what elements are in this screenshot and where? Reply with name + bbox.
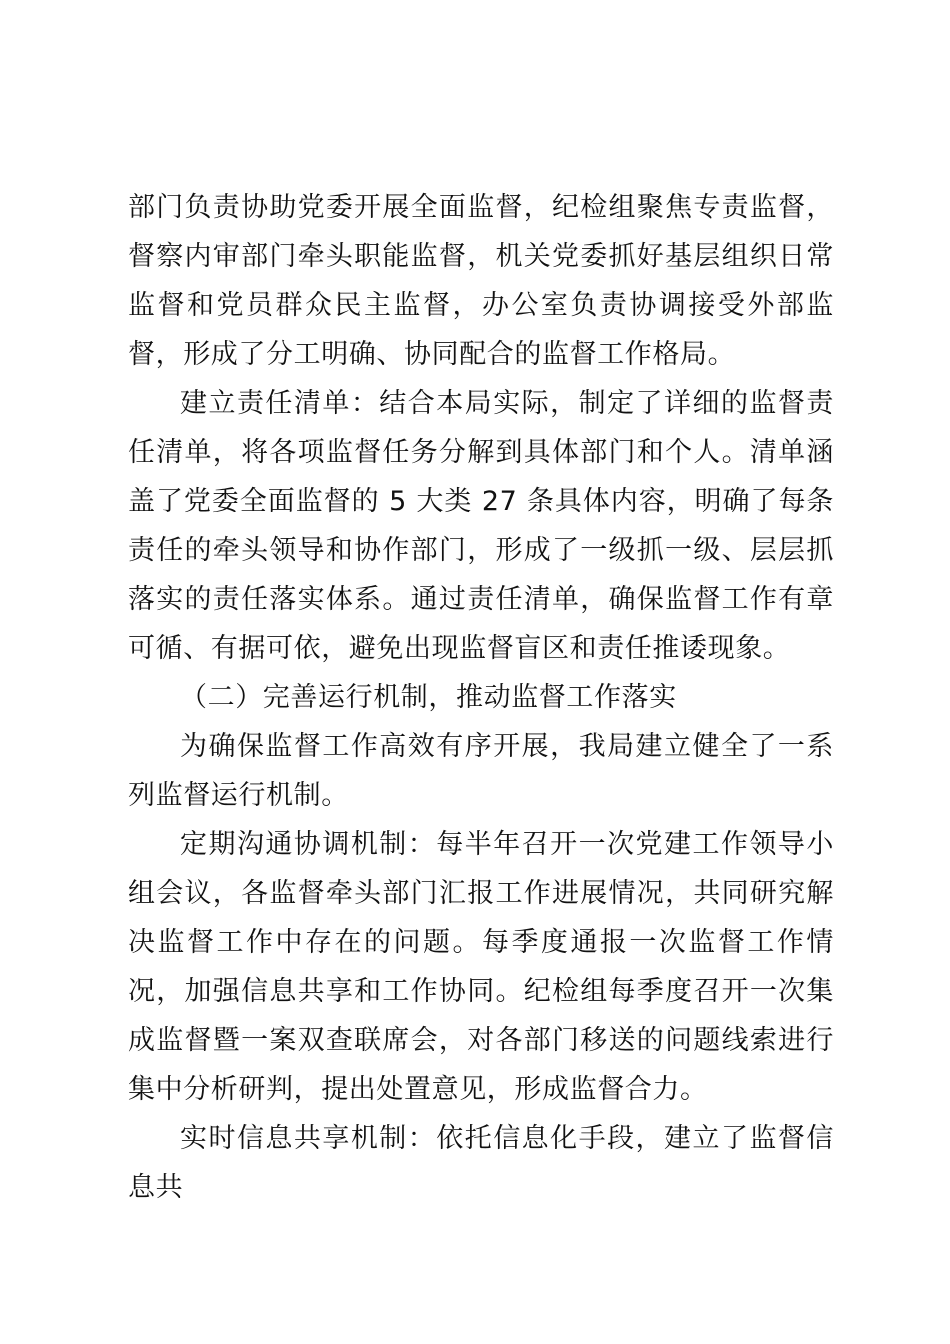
paragraph-mechanism-intro: 为确保监督工作高效有序开展，我局建立健全了一系列监督运行机制。 (128, 731, 834, 811)
paragraph-info-sharing: 实时信息共享机制：依托信息化手段，建立了监督信息共 (128, 1123, 834, 1203)
paragraph-responsibility-list: 建立责任清单：结合本局实际，制定了详细的监督责任清单，将各项监督任务分解到具体部门和个人。清单涵盖了党委全面监督的 5 大类 27 条具体内容，明确了每条责任的牵头领导和协作部门，形成了一级抓一级、层层抓落实的责任落实体系。通过责任清单，确保监督工作有章可循、有据可依，避免出现监督盲区和责任推诿现象。 (128, 388, 834, 664)
paragraph-supervision-division: 部门负责协助党委开展全面监督，纪检组聚焦专责监督，督察内审部门牵头职能监督，机关党委抓好基层组织日常监督和党员群众民主监督，办公室负责协调接受外部监督，形成了分工明确、协同配合的监督工作格局。 (128, 192, 834, 370)
paragraph-coordination-mechanism: 定期沟通协调机制：每半年召开一次党建工作领导小组会议，各监督牵头部门汇报工作进展情况，共同研究解决监督工作中存在的问题。每季度通报一次监督工作情况，加强信息共享和工作协同。纪检组每季度召开一次集成监督暨一案双查联席会，对各部门移送的问题线索进行集中分析研判，提出处置意见，形成监督合力。 (128, 829, 834, 1105)
section-heading-mechanism: （二）完善运行机制，推动监督工作落实 (180, 682, 677, 713)
document-body (128, 183, 834, 1212)
